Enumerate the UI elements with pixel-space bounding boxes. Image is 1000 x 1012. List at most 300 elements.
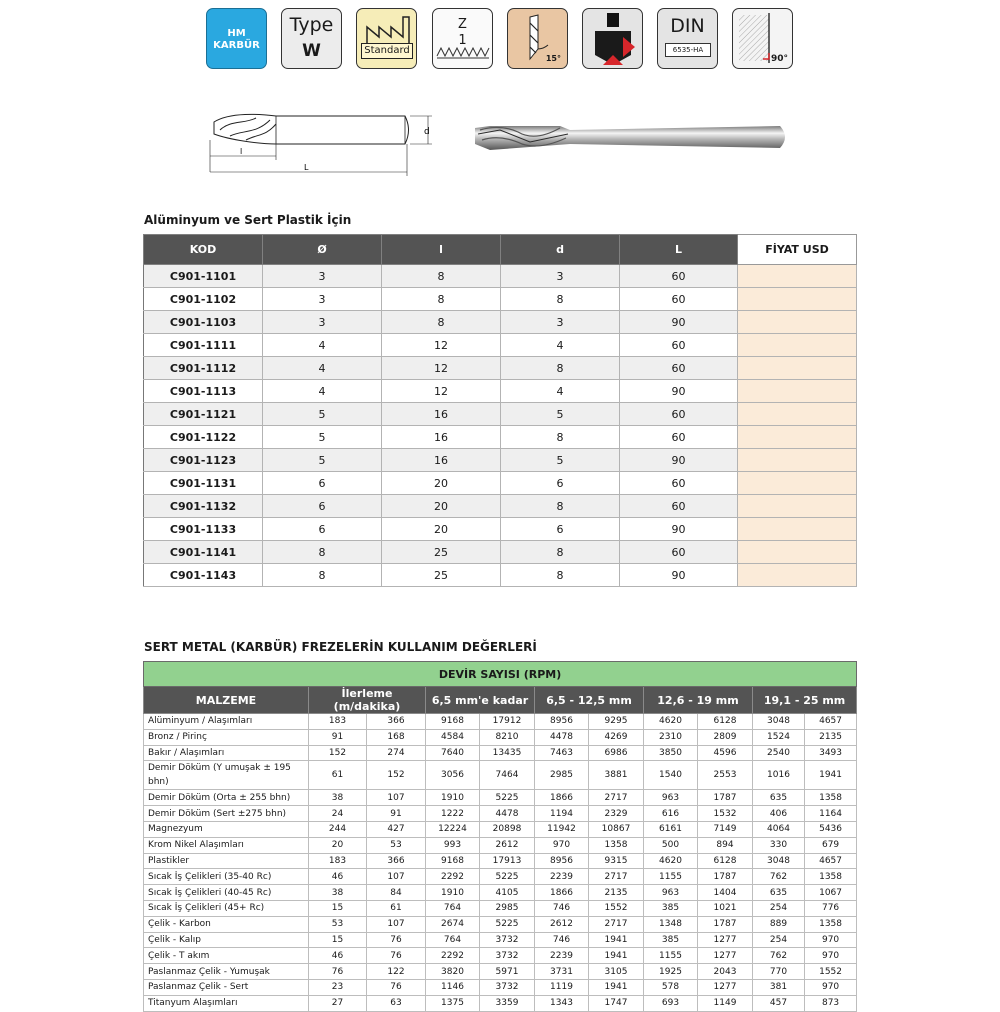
table-cell: 4 [501, 380, 620, 403]
price-cell [738, 449, 857, 472]
col-malzeme: MALZEME [144, 687, 309, 714]
table-row [144, 932, 857, 948]
table-cell: 5 [501, 449, 620, 472]
din-label: DIN [670, 15, 705, 37]
table-cell: 1925 [644, 964, 698, 980]
dim-l-label: l [240, 147, 243, 156]
col-diameter: Ø [263, 235, 382, 265]
table-cell: 3 [501, 311, 620, 334]
table-cell: 61 [367, 900, 426, 916]
col-l: l [382, 235, 501, 265]
table-cell: 679 [805, 837, 857, 853]
table-cell: 1277 [698, 932, 753, 948]
material-name: Bakır / Alaşımları [144, 745, 309, 761]
table-cell: 366 [367, 714, 426, 730]
table-cell: 8 [501, 564, 620, 587]
col-feed: İlerleme (m/dakika) [309, 687, 426, 714]
helix-angle-value: 15° [545, 54, 561, 63]
table-cell: 1146 [426, 979, 480, 995]
table2-body [144, 714, 857, 1012]
price-cell [738, 403, 857, 426]
table-row [144, 790, 857, 806]
price-cell [738, 311, 857, 334]
price-cell [738, 265, 857, 288]
table-cell: 25 [382, 541, 501, 564]
table-cell: 635 [753, 885, 805, 901]
table-cell: 6128 [698, 714, 753, 730]
table-cell: 5971 [480, 964, 535, 980]
table-cell: 970 [805, 932, 857, 948]
table-cell: 2717 [589, 790, 644, 806]
table-cell: 1552 [805, 964, 857, 980]
table-cell: 1222 [426, 806, 480, 822]
table-cell: 616 [644, 806, 698, 822]
product-code: C901-1103 [144, 311, 263, 334]
table-cell: 90 [620, 311, 738, 334]
table-cell: 381 [753, 979, 805, 995]
table-row [144, 380, 857, 403]
table-cell: 1358 [805, 790, 857, 806]
table-cell: 1155 [644, 948, 698, 964]
table-row [144, 334, 857, 357]
product-code: C901-1113 [144, 380, 263, 403]
table-cell: 8 [263, 541, 382, 564]
table-cell: 3 [263, 311, 382, 334]
table-cell: 20 [382, 518, 501, 541]
table-cell: 4478 [480, 806, 535, 822]
table-row [144, 729, 857, 745]
table-row [144, 518, 857, 541]
price-cell [738, 380, 857, 403]
table-cell: 1552 [589, 900, 644, 916]
table-cell: 46 [309, 948, 367, 964]
table-cell: 168 [367, 729, 426, 745]
table-cell: 107 [367, 869, 426, 885]
table-cell: 1277 [698, 979, 753, 995]
table-cell: 38 [309, 885, 367, 901]
table-cell: 12 [382, 357, 501, 380]
standard-icon [356, 8, 417, 69]
table-row [144, 472, 857, 495]
table-cell: 60 [620, 288, 738, 311]
material-name: Demir Döküm (Sert ±275 bhn) [144, 806, 309, 822]
din-code: 6535-HA [665, 43, 711, 57]
material-name: Titanyum Alaşımları [144, 995, 309, 1011]
col-kod: KOD [144, 235, 263, 265]
table-cell: 6 [263, 495, 382, 518]
table-cell: 2674 [426, 916, 480, 932]
table-cell: 1358 [805, 869, 857, 885]
table-cell: 107 [367, 916, 426, 932]
product-code: C901-1101 [144, 265, 263, 288]
product-code: C901-1131 [144, 472, 263, 495]
table-cell: 3048 [753, 853, 805, 869]
table-cell: 1941 [805, 761, 857, 790]
table-cell: 4064 [753, 821, 805, 837]
table-cell: 8 [501, 426, 620, 449]
table-cell: 10867 [589, 821, 644, 837]
table-row [144, 806, 857, 822]
table-cell: 1155 [644, 869, 698, 885]
table-cell: 16 [382, 426, 501, 449]
teeth-icon [433, 44, 494, 64]
table-cell: 693 [644, 995, 698, 1011]
cutting-direction-icon [582, 8, 643, 69]
col-19-1-25: 19,1 - 25 mm [753, 687, 857, 714]
table-cell: 12224 [426, 821, 480, 837]
table-cell: 2612 [480, 837, 535, 853]
table-cell: 11942 [535, 821, 589, 837]
table-cell: 17913 [480, 853, 535, 869]
table-cell: 2329 [589, 806, 644, 822]
table-cell: 1910 [426, 790, 480, 806]
type-w-icon [281, 8, 342, 69]
type-value: W [302, 41, 321, 61]
table-cell: 1404 [698, 885, 753, 901]
table-cell: 91 [367, 806, 426, 822]
table-cell: 2717 [589, 869, 644, 885]
table-cell: 963 [644, 885, 698, 901]
table-cell: 24 [309, 806, 367, 822]
table-cell: 6986 [589, 745, 644, 761]
table-cell: 3731 [535, 964, 589, 980]
table-cell: 8 [382, 311, 501, 334]
table-cell: 254 [753, 932, 805, 948]
table-cell: 6161 [644, 821, 698, 837]
table-cell: 6 [263, 472, 382, 495]
table-cell: 7464 [480, 761, 535, 790]
table-cell: 107 [367, 790, 426, 806]
table-row [144, 745, 857, 761]
table-cell: 91 [309, 729, 367, 745]
col-12-6-19: 12,6 - 19 mm [644, 687, 753, 714]
table-cell: 3732 [480, 979, 535, 995]
table-cell: 2540 [753, 745, 805, 761]
table-cell: 20 [309, 837, 367, 853]
table-cell: 2239 [535, 948, 589, 964]
table-cell: 17912 [480, 714, 535, 730]
flute-count-icon [432, 8, 493, 69]
table-cell: 9168 [426, 853, 480, 869]
table-cell: 60 [620, 495, 738, 518]
table-cell: 427 [367, 821, 426, 837]
table-cell: 746 [535, 900, 589, 916]
table-cell: 1787 [698, 790, 753, 806]
table-cell: 20 [382, 472, 501, 495]
type-label: Type [289, 14, 334, 36]
col-d: d [501, 235, 620, 265]
table-cell: 4 [263, 380, 382, 403]
table2-header-row [144, 687, 857, 714]
product-code: C901-1132 [144, 495, 263, 518]
table-cell: 6 [501, 472, 620, 495]
table-cell: 385 [644, 932, 698, 948]
table-cell: 635 [753, 790, 805, 806]
table-cell: 90 [620, 449, 738, 472]
table-cell: 1941 [589, 979, 644, 995]
table-cell: 183 [309, 853, 367, 869]
table-cell: 3 [501, 265, 620, 288]
table-cell: 61 [309, 761, 367, 790]
table-cell: 3732 [480, 948, 535, 964]
table-row [144, 948, 857, 964]
table-cell: 1067 [805, 885, 857, 901]
table-row [144, 357, 857, 380]
table-cell: 2985 [535, 761, 589, 790]
table-cell: 578 [644, 979, 698, 995]
product-code: C901-1121 [144, 403, 263, 426]
table-cell: 2135 [805, 729, 857, 745]
table-cell: 53 [367, 837, 426, 853]
table-cell: 3 [263, 288, 382, 311]
table-cell: 1866 [535, 885, 589, 901]
table-cell: 90 [620, 564, 738, 587]
price-cell [738, 288, 857, 311]
table-cell: 1910 [426, 885, 480, 901]
table-cell: 2239 [535, 869, 589, 885]
dim-L-label: L [304, 163, 309, 172]
material-name: Alüminyum / Alaşımları [144, 714, 309, 730]
table-cell: 76 [309, 964, 367, 980]
table-cell: 1343 [535, 995, 589, 1011]
table-cell: 457 [753, 995, 805, 1011]
table-cell: 63 [367, 995, 426, 1011]
table-cell: 8 [501, 495, 620, 518]
table-cell: 4269 [589, 729, 644, 745]
table-cell: 330 [753, 837, 805, 853]
hm-label: HM [227, 28, 246, 39]
product-code: C901-1133 [144, 518, 263, 541]
material-name: Plastikler [144, 853, 309, 869]
table-cell: 5 [501, 403, 620, 426]
table-cell: 2310 [644, 729, 698, 745]
table-cell: 2292 [426, 869, 480, 885]
table-row [144, 403, 857, 426]
table-cell: 60 [620, 403, 738, 426]
table-cell: 8 [501, 288, 620, 311]
hm-carbide-icon [206, 8, 267, 69]
table-cell: 8 [501, 357, 620, 380]
table-row [144, 564, 857, 587]
rpm-header: DEVİR SAYISI (RPM) [144, 662, 857, 687]
table-cell: 60 [620, 541, 738, 564]
table-cell: 3881 [589, 761, 644, 790]
table-cell: 60 [620, 472, 738, 495]
table-cell: 13435 [480, 745, 535, 761]
table-row [144, 426, 857, 449]
table-cell: 3 [263, 265, 382, 288]
table-cell: 274 [367, 745, 426, 761]
table-cell: 1358 [805, 916, 857, 932]
table-cell: 254 [753, 900, 805, 916]
table-cell: 16 [382, 403, 501, 426]
table-cell: 970 [805, 979, 857, 995]
table-cell: 963 [644, 790, 698, 806]
price-cell [738, 426, 857, 449]
table-cell: 2292 [426, 948, 480, 964]
table-row [144, 869, 857, 885]
material-name: Magnezyum [144, 821, 309, 837]
material-name: Demir Döküm (Y umuşak ± 195 bhn) [144, 761, 309, 790]
material-name: Bronz / Pirinç [144, 729, 309, 745]
col-upto-6-5: 6,5 mm'e kadar [426, 687, 535, 714]
table-cell: 152 [367, 761, 426, 790]
table-cell: 873 [805, 995, 857, 1011]
table-cell: 2985 [480, 900, 535, 916]
table-cell: 1532 [698, 806, 753, 822]
table-cell: 366 [367, 853, 426, 869]
table-row [144, 288, 857, 311]
product-table [143, 234, 857, 587]
price-cell [738, 518, 857, 541]
table-cell: 1787 [698, 916, 753, 932]
table-cell: 20898 [480, 821, 535, 837]
table-row [144, 449, 857, 472]
material-name: Çelik - Kalıp [144, 932, 309, 948]
material-name: Sıcak İş Çelikleri (35-40 Rc) [144, 869, 309, 885]
table-cell: 770 [753, 964, 805, 980]
karbur-label: KARBÜR [213, 40, 260, 51]
table-cell: 122 [367, 964, 426, 980]
table-cell: 1540 [644, 761, 698, 790]
table-cell: 993 [426, 837, 480, 853]
table-cell: 5225 [480, 916, 535, 932]
table-cell: 385 [644, 900, 698, 916]
table-cell: 38 [309, 790, 367, 806]
z-label: Z [458, 17, 467, 32]
z-value: 1 [458, 33, 467, 48]
standard-label: Standard [361, 43, 413, 59]
price-cell [738, 564, 857, 587]
table-row [144, 995, 857, 1011]
table-cell: 9168 [426, 714, 480, 730]
table-cell: 2809 [698, 729, 753, 745]
table-cell: 1358 [589, 837, 644, 853]
table-cell: 60 [620, 357, 738, 380]
table-cell: 1021 [698, 900, 753, 916]
table-cell: 3056 [426, 761, 480, 790]
table-cell: 60 [620, 265, 738, 288]
table-cell: 1747 [589, 995, 644, 1011]
price-cell [738, 541, 857, 564]
table-cell: 4584 [426, 729, 480, 745]
table1-body [144, 265, 857, 587]
table-cell: 2553 [698, 761, 753, 790]
usage-values-table [143, 661, 857, 1012]
table-cell: 3048 [753, 714, 805, 730]
table-cell: 15 [309, 900, 367, 916]
angle-90-value: 90° [770, 54, 788, 64]
table-cell: 20 [382, 495, 501, 518]
table-cell: 1866 [535, 790, 589, 806]
product-code: C901-1123 [144, 449, 263, 472]
table-cell: 4657 [805, 714, 857, 730]
table-cell: 9295 [589, 714, 644, 730]
col-price: FİYAT USD [738, 235, 857, 265]
table-cell: 1941 [589, 948, 644, 964]
table-cell: 762 [753, 948, 805, 964]
table-cell: 4 [263, 334, 382, 357]
table-cell: 1119 [535, 979, 589, 995]
product-code: C901-1143 [144, 564, 263, 587]
table-cell: 183 [309, 714, 367, 730]
table-cell: 152 [309, 745, 367, 761]
table-row [144, 541, 857, 564]
table-cell: 6128 [698, 853, 753, 869]
table-cell: 1149 [698, 995, 753, 1011]
table-cell: 1941 [589, 932, 644, 948]
table-cell: 1524 [753, 729, 805, 745]
material-name: Çelik - T akım [144, 948, 309, 964]
table-row [144, 853, 857, 869]
table-cell: 60 [620, 426, 738, 449]
table-cell: 3732 [480, 932, 535, 948]
material-name: Çelik - Karbon [144, 916, 309, 932]
product-code: C901-1102 [144, 288, 263, 311]
table-cell: 2612 [535, 916, 589, 932]
table-row [144, 821, 857, 837]
table-cell: 6 [263, 518, 382, 541]
table-cell: 2043 [698, 964, 753, 980]
table-cell: 1787 [698, 869, 753, 885]
table-cell: 2717 [589, 916, 644, 932]
table-cell: 1375 [426, 995, 480, 1011]
material-name: Paslanmaz Çelik - Sert [144, 979, 309, 995]
dim-d-label: d [424, 127, 430, 137]
table-cell: 2135 [589, 885, 644, 901]
product-code: C901-1122 [144, 426, 263, 449]
table-cell: 3105 [589, 964, 644, 980]
tool-drawings [200, 100, 800, 185]
table-cell: 4 [501, 334, 620, 357]
table-cell: 762 [753, 869, 805, 885]
table-cell: 8 [263, 564, 382, 587]
table-cell: 5 [263, 426, 382, 449]
material-name: Demir Döküm (Orta ± 255 bhn) [144, 790, 309, 806]
price-cell [738, 357, 857, 380]
table-cell: 4 [263, 357, 382, 380]
table-cell: 8 [382, 265, 501, 288]
table-row [144, 964, 857, 980]
table-cell: 76 [367, 948, 426, 964]
feature-icons [206, 8, 796, 70]
table-row [144, 916, 857, 932]
material-name: Sıcak İş Çelikleri (40-45 Rc) [144, 885, 309, 901]
table2-title: SERT METAL (KARBÜR) FREZELERİN KULLANIM DEĞERLERİ [144, 640, 537, 654]
table-cell: 4620 [644, 853, 698, 869]
material-name: Paslanmaz Çelik - Yumuşak [144, 964, 309, 980]
table-cell: 776 [805, 900, 857, 916]
table-cell: 7149 [698, 821, 753, 837]
table-cell: 5 [263, 449, 382, 472]
table-cell: 90 [620, 518, 738, 541]
table-cell: 7463 [535, 745, 589, 761]
table-row [144, 885, 857, 901]
table-cell: 1164 [805, 806, 857, 822]
table-row [144, 495, 857, 518]
helix-angle-icon [507, 8, 568, 69]
product-code: C901-1141 [144, 541, 263, 564]
table-cell: 46 [309, 869, 367, 885]
table-cell: 3850 [644, 745, 698, 761]
product-code: C901-1111 [144, 334, 263, 357]
table-cell: 764 [426, 900, 480, 916]
table-row [144, 979, 857, 995]
table1-header-row [144, 235, 857, 265]
price-cell [738, 472, 857, 495]
table-cell: 4657 [805, 853, 857, 869]
table-cell: 3820 [426, 964, 480, 980]
